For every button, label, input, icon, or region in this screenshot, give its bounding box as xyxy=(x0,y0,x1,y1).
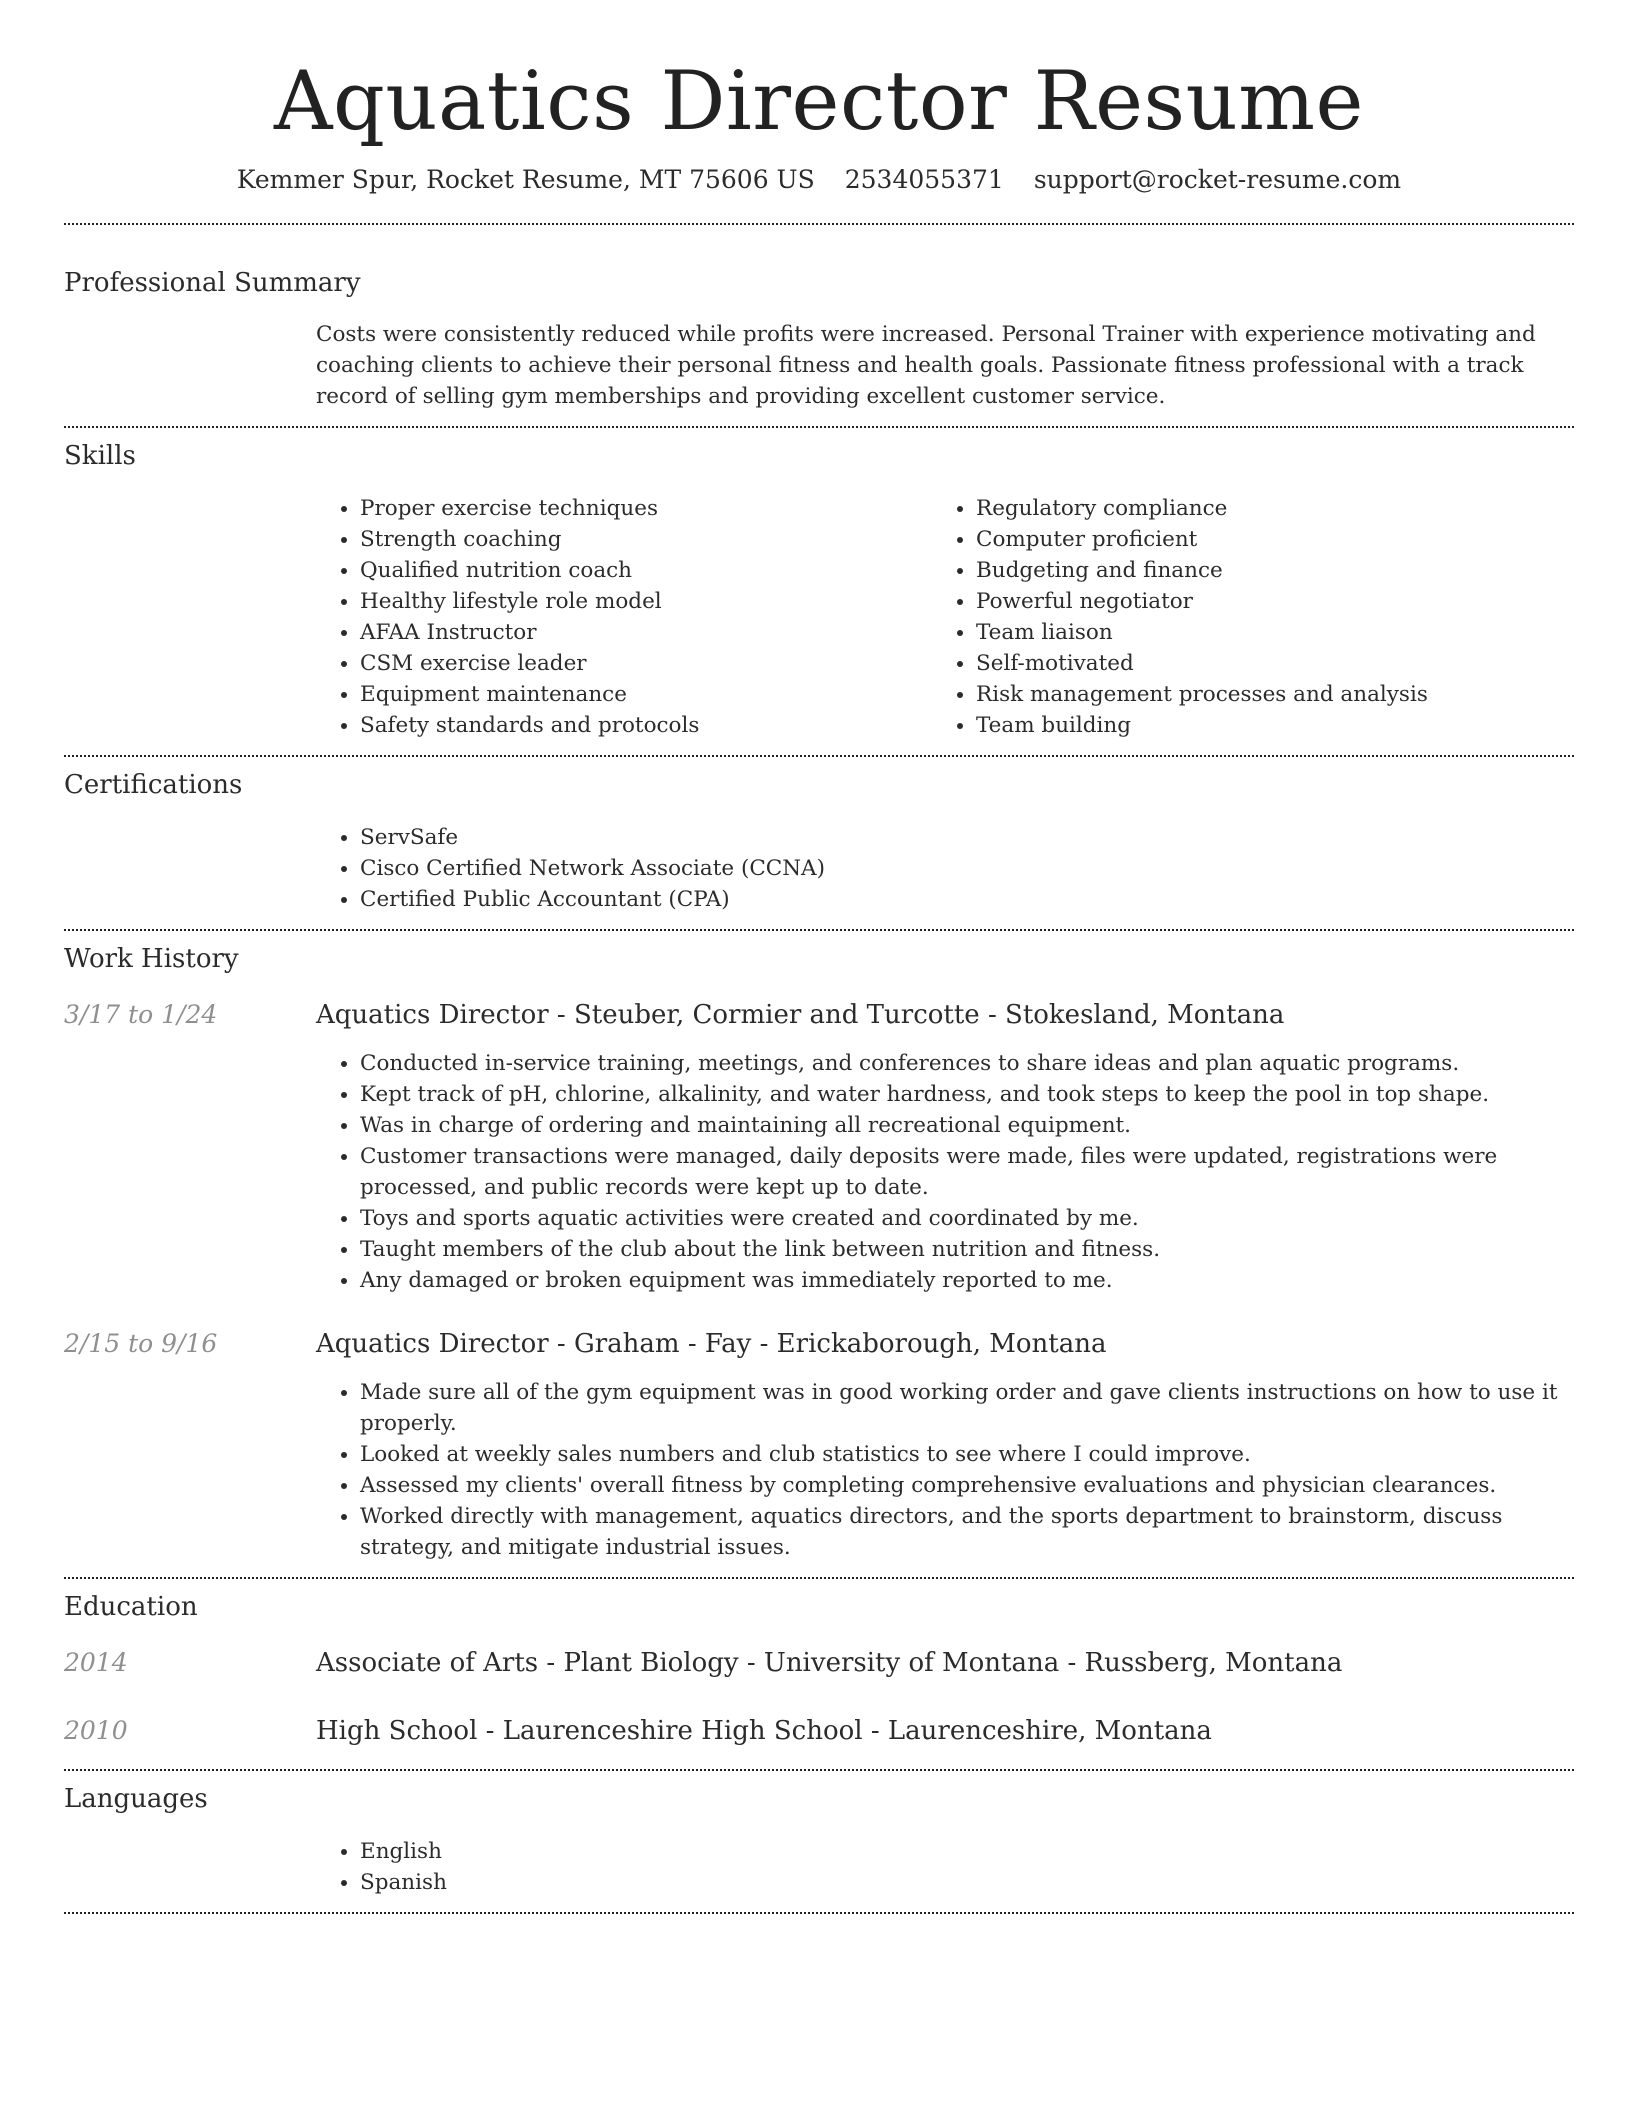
languages-list xyxy=(316,1836,1574,1898)
skills-list-left xyxy=(316,493,932,741)
summary-text: Costs were consistently reduced while profits were increased. Personal Trainer with experience motivating and coaching clients to achieve their personal fitness and health goals. Passionate fitness professional with a track record of selling gym memberships and providing excellent customer service. xyxy=(316,322,1536,409)
list-item: • Was in charge of ordering and maintaining all recreational equipment. xyxy=(360,1110,1574,1141)
summary-section xyxy=(64,225,1574,412)
education-entry xyxy=(64,1647,1574,1679)
education-date: 2010 xyxy=(64,1716,128,1745)
list-item: • ServSafe xyxy=(360,822,1574,853)
education-heading: High School - Laurenceshire High School - Laurenceshire, Montana xyxy=(316,1716,1212,1746)
work-section xyxy=(64,931,1574,1563)
list-item: • Team building xyxy=(976,710,1548,741)
list-item: • Spanish xyxy=(360,1867,1574,1898)
section-title-summary: Professional Summary xyxy=(64,268,361,298)
list-item: • Taught members of the club about the link between nutrition and fitness. xyxy=(360,1234,1574,1265)
list-item: • Qualified nutrition coach xyxy=(360,555,932,586)
list-item: • Proper exercise techniques xyxy=(360,493,932,524)
contact-address: Kemmer Spur, Rocket Resume, MT 75606 US xyxy=(236,165,815,194)
list-item: • Made sure all of the gym equipment was in good working order and gave clients instructions on how to use it properly. xyxy=(360,1377,1574,1439)
languages-section xyxy=(64,1771,1574,1898)
education-heading: Associate of Arts - Plant Biology - University of Montana - Russberg, Montana xyxy=(316,1648,1343,1678)
list-item: • Powerful negotiator xyxy=(976,586,1548,617)
list-item: • Assessed my clients' overall fitness by completing comprehensive evaluations and physician clearances. xyxy=(360,1470,1574,1501)
skills-section xyxy=(64,428,1574,741)
contact-line xyxy=(64,164,1574,196)
job-bullets xyxy=(316,1377,1574,1563)
list-item: • Safety standards and protocols xyxy=(360,710,932,741)
skills-list-right xyxy=(932,493,1548,741)
list-item: • Equipment maintenance xyxy=(360,679,932,710)
education-date: 2014 xyxy=(64,1648,128,1677)
divider xyxy=(64,1912,1574,1914)
list-item: • Healthy lifestyle role model xyxy=(360,586,932,617)
certifications-section xyxy=(64,757,1574,915)
job-entry xyxy=(64,1328,1574,1360)
list-item: • Regulatory compliance xyxy=(976,493,1548,524)
list-item: • Looked at weekly sales numbers and club statistics to see where I could improve. xyxy=(360,1439,1574,1470)
list-item: • Risk management processes and analysis xyxy=(976,679,1548,710)
list-item: • Worked directly with management, aquatics directors, and the sports department to brainstorm, discuss strategy, and mitigate industrial issues. xyxy=(360,1501,1574,1563)
list-item: • Toys and sports aquatic activities were created and coordinated by me. xyxy=(360,1203,1574,1234)
list-item: • Strength coaching xyxy=(360,524,932,555)
contact-email: support@rocket-resume.com xyxy=(1033,165,1402,194)
section-title-languages: Languages xyxy=(64,1784,208,1814)
list-item: • English xyxy=(360,1836,1574,1867)
list-item: • Kept track of pH, chlorine, alkalinity, and water hardness, and took steps to keep the pool in top shape. xyxy=(360,1079,1574,1110)
job-heading: Aquatics Director - Steuber, Cormier and Turcotte - Stokesland, Montana xyxy=(316,1000,1285,1030)
list-item: • Certified Public Accountant (CPA) xyxy=(360,884,1574,915)
list-item: • Team liaison xyxy=(976,617,1548,648)
job-entry xyxy=(64,999,1574,1031)
list-item: • Self-motivated xyxy=(976,648,1548,679)
resume-page xyxy=(64,0,1574,1914)
section-title-certifications: Certifications xyxy=(64,770,243,800)
certifications-list xyxy=(316,822,1574,915)
job-heading: Aquatics Director - Graham - Fay - Erickaborough, Montana xyxy=(316,1329,1107,1359)
list-item: • Customer transactions were managed, daily deposits were made, files were updated, registrations were processed, and public records were kept up to date. xyxy=(360,1141,1574,1203)
list-item: • Any damaged or broken equipment was immediately reported to me. xyxy=(360,1265,1574,1296)
resume-title: Aquatics Director Resume xyxy=(274,55,1364,149)
list-item: • Cisco Certified Network Associate (CCNA) xyxy=(360,853,1574,884)
job-date: 2/15 to 9/16 xyxy=(64,1329,218,1358)
list-item: • AFAA Instructor xyxy=(360,617,932,648)
education-section xyxy=(64,1579,1574,1747)
section-title-education: Education xyxy=(64,1592,198,1622)
section-title-skills: Skills xyxy=(64,441,136,471)
list-item: • Budgeting and finance xyxy=(976,555,1548,586)
section-title-work: Work History xyxy=(64,944,239,974)
list-item: • CSM exercise leader xyxy=(360,648,932,679)
list-item: • Computer proficient xyxy=(976,524,1548,555)
contact-phone: 2534055371 xyxy=(844,165,1004,194)
education-entry xyxy=(64,1715,1574,1747)
list-item: • Conducted in-service training, meetings, and conferences to share ideas and plan aquatic programs. xyxy=(360,1048,1574,1079)
job-date: 3/17 to 1/24 xyxy=(64,1000,218,1029)
job-bullets xyxy=(316,1048,1574,1296)
